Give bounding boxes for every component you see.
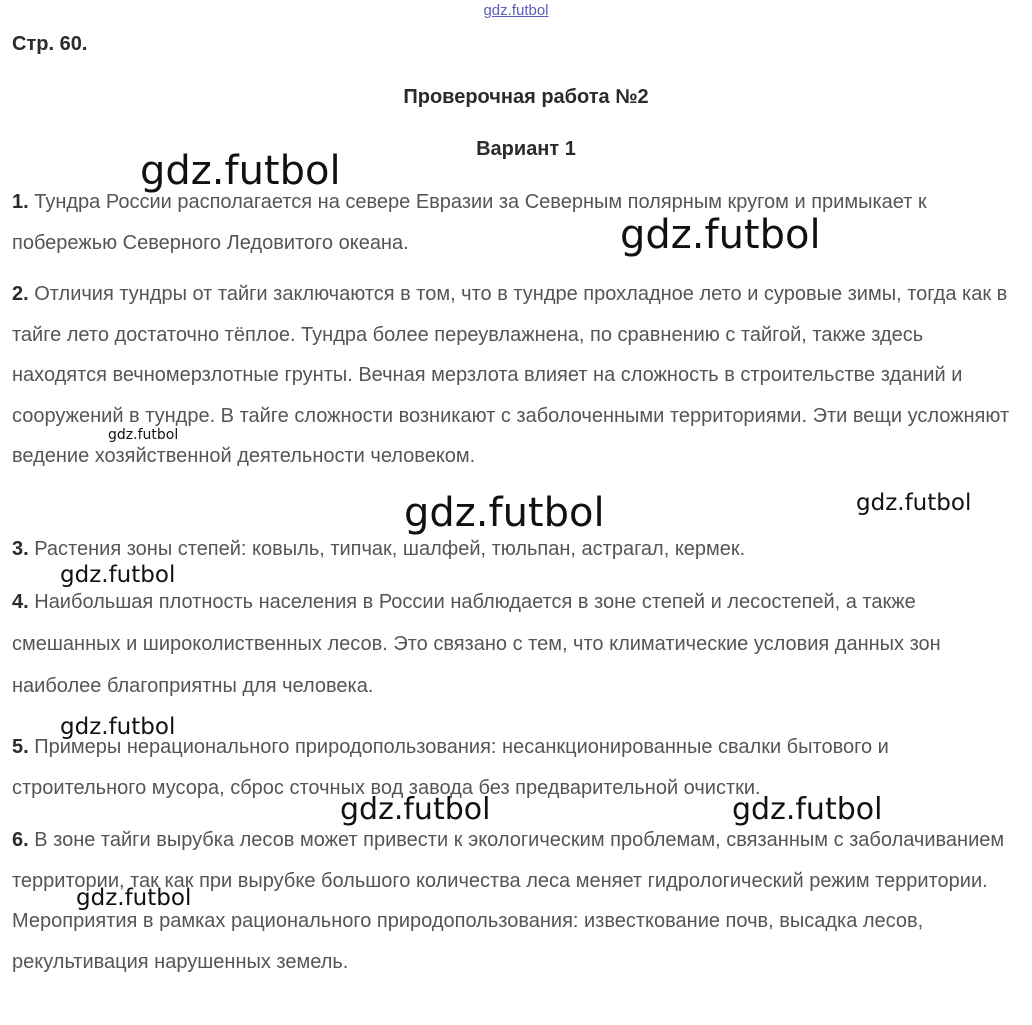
answer-text: Тундра России располагается на севере Евразии за Северным полярным кругом и примыкает к побережью Северного Ледовитого океана.	[12, 191, 927, 254]
answer-number: 5.	[12, 736, 29, 758]
watermark: gdz.futbol	[108, 427, 179, 443]
answer-text: Растения зоны степей: ковыль, типчак, шалфей, тюльпан, астрагал, кермек.	[28, 538, 746, 560]
answer-4	[12, 581, 1012, 707]
top-site-link[interactable]: gdz.futbol	[483, 2, 549, 19]
watermark: gdz.futbol	[340, 792, 491, 827]
answer-text: Отличия тундры от тайги заключаются в том, что в тундре прохладное лето и суровые зимы, тогда как в тайге лето достаточно тёплое. Тундра более переувлажнена, по сравнению с тайгой, также здесь находятся вечномерзлотные грунты. Вечная мерзлота влияет на сложность в строительстве зданий и сооружений в тундре. В тайге сложности возникают с заболоченными территориями. Эти вещи усложняют ведение хозяйственной деятельности человеком.	[12, 283, 1010, 467]
answer-1	[12, 182, 1012, 263]
watermark: gdz.futbol	[60, 714, 176, 740]
answer-number: 2.	[12, 283, 29, 305]
answer-text: Примеры нерационального природопользования: несанкционированные свалки бытового и строительного мусора, сброс сточных вод завода без предварительной очистки.	[12, 736, 889, 799]
watermark: gdz.futbol	[856, 490, 972, 516]
answer-2	[12, 274, 1012, 477]
watermark: gdz.futbol	[620, 212, 821, 258]
answer-number: 4.	[12, 591, 29, 613]
answer-text: Наибольшая плотность населения в России наблюдается в зоне степей и лесостепей, а также смешанных и широколиственных лесов. Это связано с тем, что климатические условия данных зон наиболее благоприятны для человека.	[12, 591, 941, 697]
answer-number: 6.	[12, 829, 29, 851]
watermark: gdz.futbol	[60, 562, 176, 588]
watermark: gdz.futbol	[404, 490, 605, 536]
watermark: gdz.futbol	[76, 885, 192, 911]
variant-heading: Вариант 1	[476, 138, 576, 160]
page-reference: Стр. 60.	[12, 33, 88, 55]
answer-text: В зоне тайги вырубка лесов может привести к экологическим проблемам, связанным с заболачиванием территории, так как при вырубке большого количества леса меняет гидрологический режим территории. Мероприятия в рамках рационального природопользования: известкование почв, высадка лесов, рекультивация нарушенных земель.	[12, 829, 1005, 973]
watermark: gdz.futbol	[732, 792, 883, 827]
answer-number: 1.	[12, 191, 29, 213]
answer-number: 3.	[12, 538, 29, 560]
watermark: gdz.futbol	[140, 148, 341, 194]
document-title: Проверочная работа №2	[403, 86, 649, 108]
